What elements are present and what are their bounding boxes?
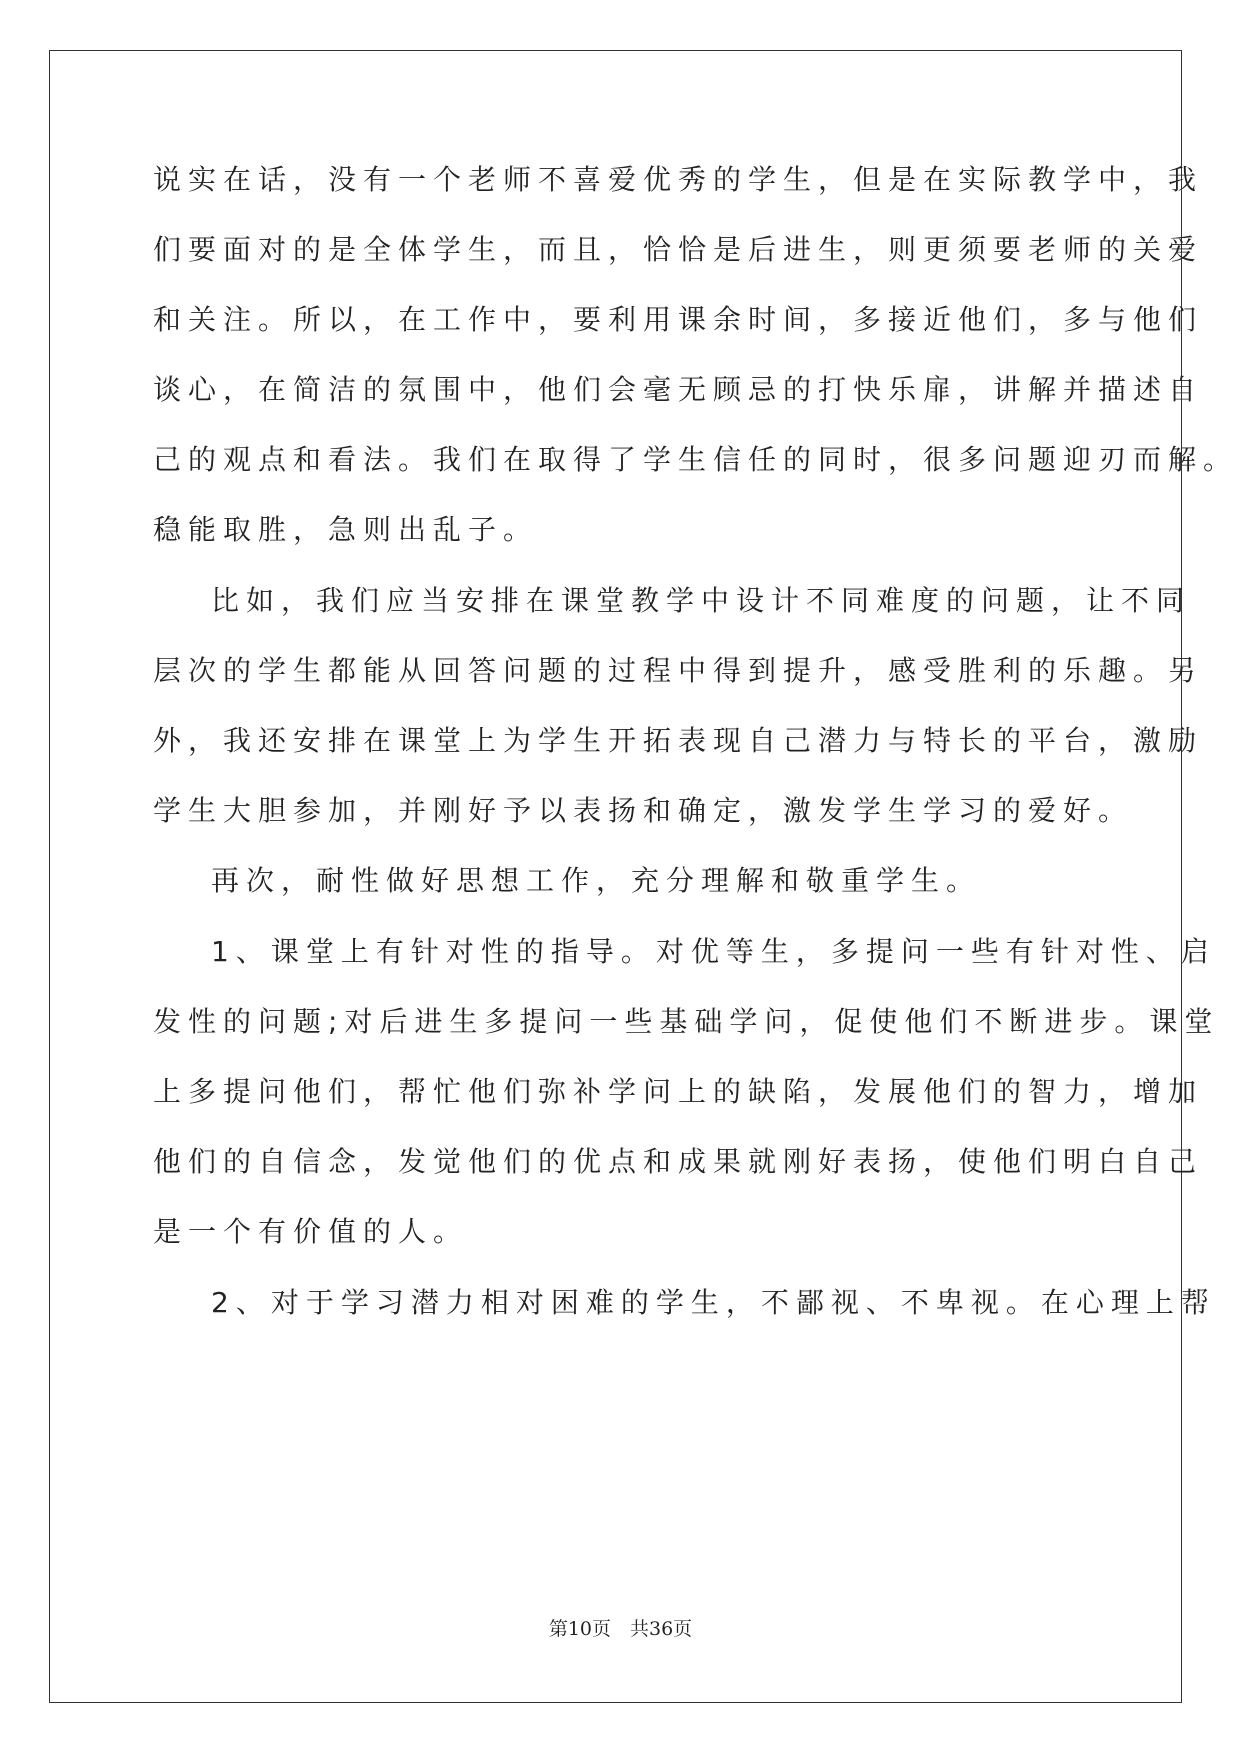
text-line: 和关注。所以，在工作中，要利用课余时间，多接近他们，多与他们 — [153, 303, 1204, 336]
text-line: 外，我还安排在课堂上为学生开拓表现自己潜力与特长的平台，激励 — [153, 724, 1204, 757]
text-line: 比如，我们应当安排在课堂教学中设计不同难度的问题，让不同 — [211, 584, 1192, 617]
text-line: 发性的问题;对后进生多提问一些基础学问，促使他们不断进步。课堂 — [153, 1005, 1220, 1038]
text-line: 是一个有价值的人。 — [153, 1215, 469, 1248]
text-line: 们要面对的是全体学生，而且，恰恰是后进生，则更须要老师的关爱 — [153, 233, 1204, 266]
page-number: 第10页 共36页 — [548, 1618, 693, 1640]
text-line: 层次的学生都能从回答问题的过程中得到提升，感受胜利的乐趣。另 — [153, 654, 1204, 687]
text-line: 谈心，在简洁的氛围中，他们会毫无顾忌的打快乐扉，讲解并描述自 — [153, 373, 1204, 406]
text-line: 2、对于学习潜力相对困难的学生，不鄙视、不卑视。在心理上帮 — [211, 1286, 1216, 1319]
text-line: 再次，耐性做好思想工作，充分理解和敬重学生。 — [211, 864, 982, 897]
text-line: 稳能取胜，急则出乱子。 — [153, 513, 539, 546]
text-line: 学生大胆参加，并刚好予以表扬和确定，激发学生学习的爱好。 — [153, 794, 1134, 827]
text-line: 己的观点和看法。我们在取得了学生信任的同时，很多问题迎刃而解。 — [153, 443, 1239, 476]
text-line: 说实在话，没有一个老师不喜爱优秀的学生，但是在实际教学中，我 — [153, 163, 1204, 196]
text-line: 1、课堂上有针对性的指导。对优等生，多提问一些有针对性、启 — [211, 935, 1216, 968]
text-line: 他们的自信念，发觉他们的优点和成果就刚好表扬，使他们明白自己 — [153, 1145, 1204, 1178]
text-line: 上多提问他们，帮忙他们弥补学问上的缺陷，发展他们的智力，增加 — [153, 1075, 1204, 1108]
